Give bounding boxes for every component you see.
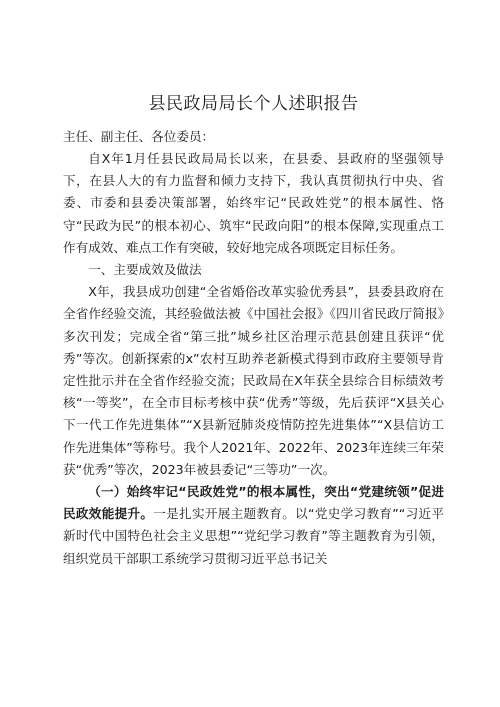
- subsection1-paragraph: [63, 481, 444, 570]
- section-heading-1: 一、主要成效及做法: [88, 262, 202, 278]
- intro-paragraph: 自X年1月任县民政局局长以来，在县委、县政府的坚强领导下，在县人大的有力监督和倾力支持下，我认真贯彻执行中央、省委、市委和县委决策部署，始终牢记“民政姓党”的根本属性、恪守“民政为民”的根本初心、筑牢“民政向阳”的根本保障,实现重点工作有成效、难点工作有突破，较好地完成各项既定目标任务。: [63, 151, 444, 255]
- salutation: 主任、副主任、各位委员：: [63, 129, 215, 144]
- section1-paragraph: X年，我县成功创建“全省婚俗改革实验优秀县”，县委县政府在全省作经验交流，其经验做法被《中国社会报》《四川省民政厅简报》多次刊发；完成全省“第三批”城乡社区治理示范县创建且获评“优秀”等次。创新探索的x”农村互助养老新模式得到市政府主要领导肯定性批示并在全省作经验交流；民政局在X年获全县综合目标绩效考核“一等奖”，在全市目标考核中获“优秀”等级，先后获评“X县关心下一代工作先进集体”“X县新冠肺炎疫情防控先进集体”“X县信访工作先进集体”等称号。我个人2021年、2022年、2023年连续三年荣获“优秀”等次，2023年被县委记“三等功”一次。: [63, 284, 444, 477]
- subsection1-text: 一是扎实开展主题教育。以“党史学习教育”“习近平新时代中国特色社会主义思想”“党纪学习教育”等主题教育为引领，组织党员干部职工系统学习贯彻习近平总书记关: [63, 506, 444, 566]
- document-title: 县民政局局长个人述职报告: [148, 94, 359, 114]
- subsection1-heading: （一）始终牢记“民政姓党”的根本属性，突出“党建统领”促进民政效能提升。: [63, 484, 444, 522]
